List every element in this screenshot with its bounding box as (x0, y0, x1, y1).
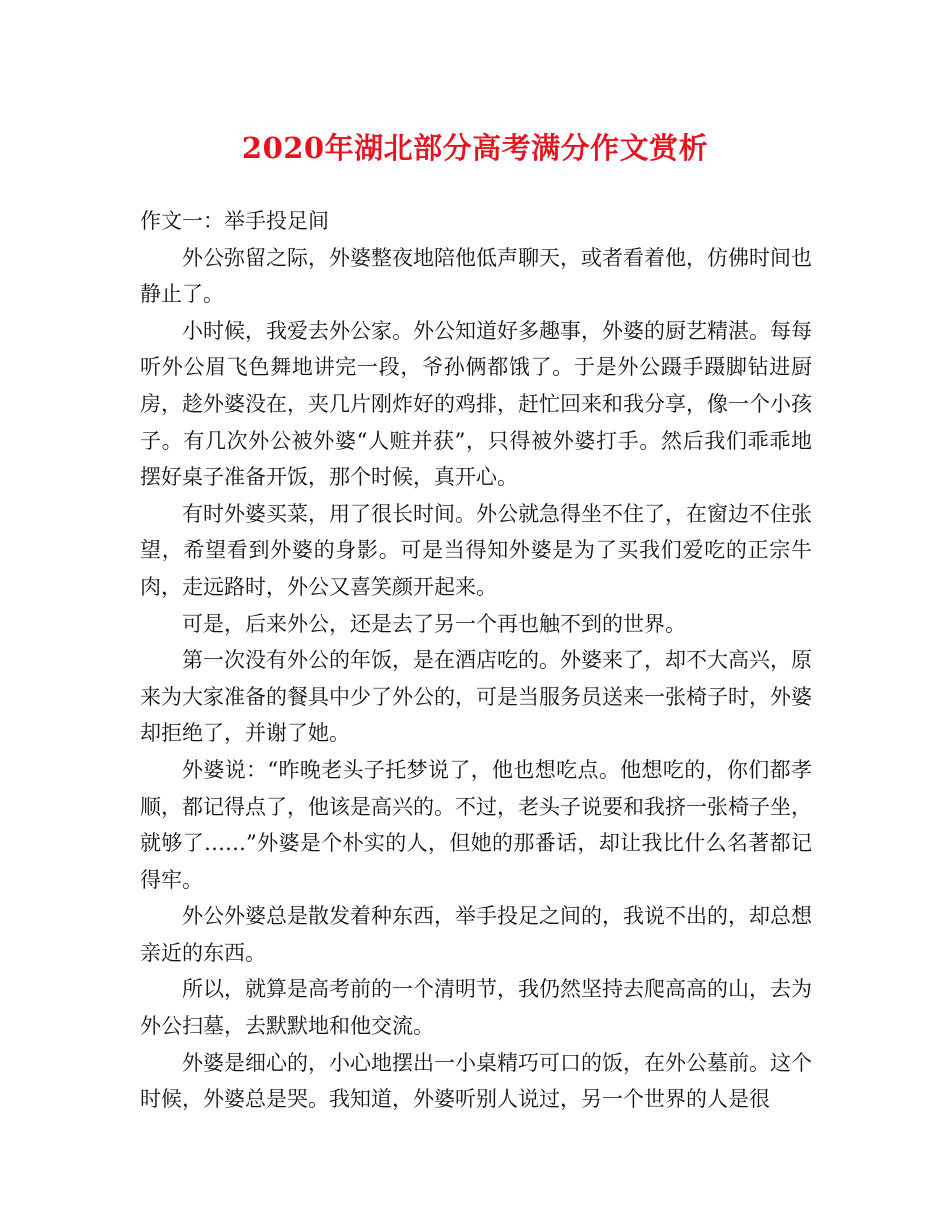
essay-heading: 作文一：举手投足间 (140, 209, 329, 233)
paragraph: 外公弥留之际，外婆整夜地陪他低声聊天，或者看着他，仿佛时间也静止了。 (140, 245, 812, 307)
paragraph: 有时外婆买菜，用了很长时间。外公就急得坐不住了，在窗边不住张望，希望看到外婆的身影。可是当得知外婆是为了买我们爱吃的正宗牛肉，走远路时，外公又喜笑颜开起来。 (140, 501, 812, 599)
paragraph: 可是，后来外公，还是去了另一个再也触不到的世界。 (182, 611, 686, 636)
essay-body (140, 203, 812, 1118)
paragraph: 所以，就算是高考前的一个清明节，我仍然坚持去爬高高的山，去为外公扫墓，去默默地和他交流。 (140, 977, 812, 1039)
paragraph: 第一次没有外公的年饭，是在酒店吃的。外婆来了，却不大高兴，原来为大家准备的餐具中少了外公的，可是当服务员送来一张椅子时，外婆却拒绝了，并谢了她。 (140, 648, 812, 746)
paragraph: 外婆说：“昨晚老头子托梦说了，他也想吃点。他想吃的，你们都孝顺，都记得点了，他该是高兴的。不过，老头子说要和我挤一张椅子坐，就够了……”外婆是个朴实的人，但她的那番话，却让我比什么名著都记得牢。 (140, 757, 812, 892)
page-title: 2020年湖北部分高考满分作文赏析 (241, 131, 709, 165)
paragraph: 外公外婆总是散发着种东西，举手投足之间的，我说不出的，却总想亲近的东西。 (140, 904, 812, 965)
paragraph: 外婆是细心的，小心地摆出一小桌精巧可口的饭，在外公墓前。这个时候，外婆总是哭。我知道，外婆听别人说过，另一个世界的人是很 (140, 1050, 812, 1112)
paragraph: 小时候，我爱去外公家。外公知道好多趣事，外婆的厨艺精湛。每每听外公眉飞色舞地讲完一段，爷孙俩都饿了。于是外公蹑手蹑脚钻进厨房，趁外婆没在，夹几片刚炸好的鸡排，赶忙回来和我分享，像一个小孩子。有几次外公被外婆“人赃并获”，只得被外婆打手。然后我们乖乖地摆好桌子准备开饭，那个时候，真开心。 (140, 318, 812, 490)
